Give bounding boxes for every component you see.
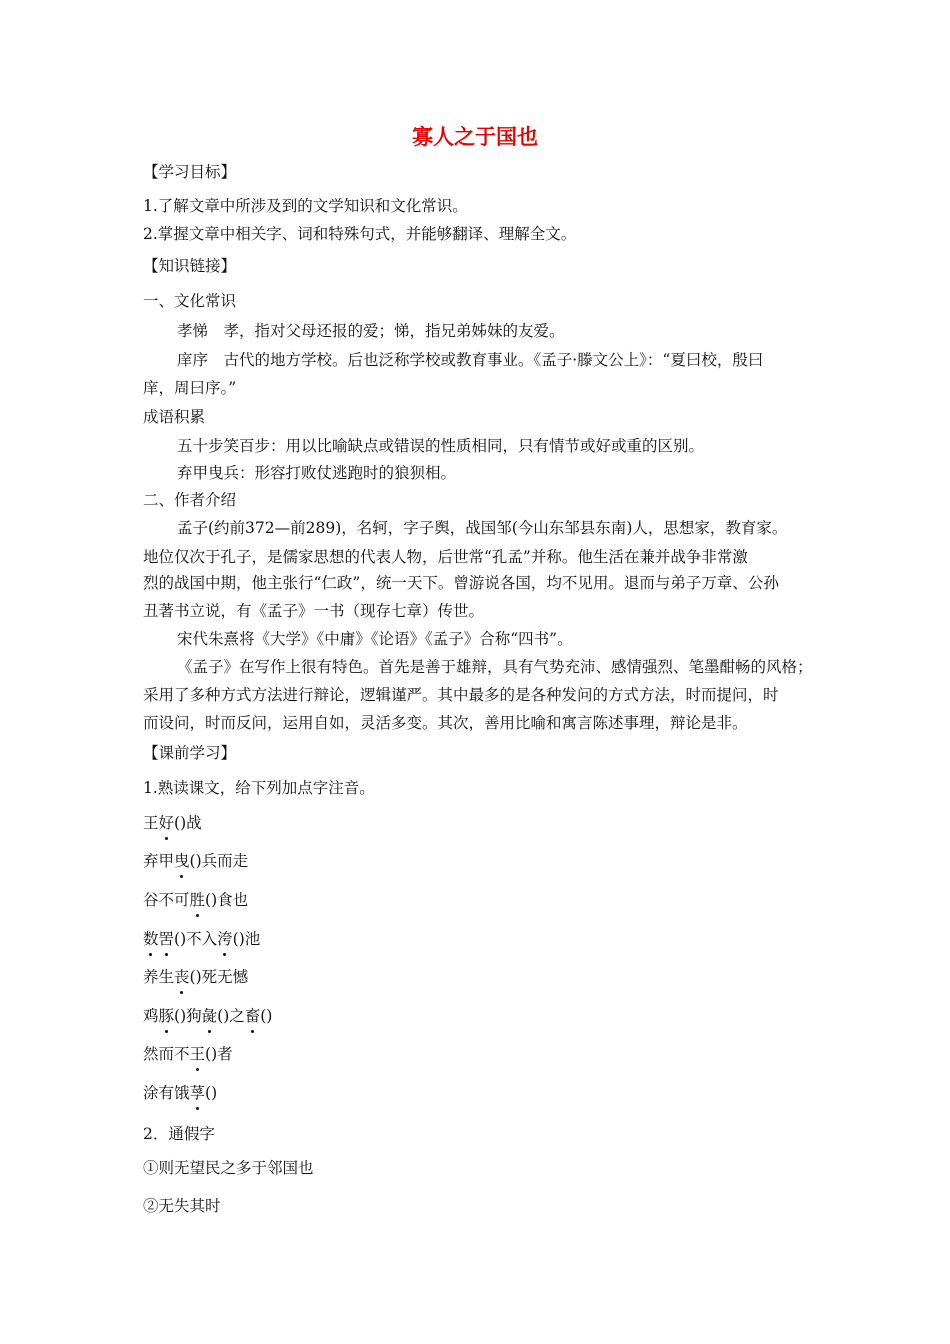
section-heading-knowledge: 【知识链接】: [143, 257, 237, 275]
question: 2．通假字: [143, 1125, 215, 1143]
dotted-char: 丧: [174, 968, 190, 986]
subheading: 成语积累: [143, 408, 206, 426]
phonetic-item: 数罟()不入洿()池: [143, 930, 261, 948]
paragraph-line: 庠，周曰序。”: [143, 379, 237, 397]
paragraph-line: 孝悌 孝，指对父母还报的爱；悌，指兄弟姊妹的友爱。: [177, 322, 565, 340]
dotted-char: 罟: [158, 930, 175, 948]
dotted-char: 莩: [189, 1084, 206, 1102]
dotted-char: 好: [158, 814, 175, 832]
subheading: 一、文化常识: [143, 292, 237, 310]
dotted-char: 数: [143, 930, 159, 948]
dotted-char: 豚: [158, 1007, 175, 1025]
paragraph-line: 烈的战国中期，他主张行“仁政”，统一天下。曾游说各国，均不见用。退而与弟子万章、公孙: [143, 574, 779, 592]
phonetic-item: 谷不可胜()食也: [143, 891, 249, 909]
paragraph-line: 《孟子》在写作上很有特色。首先是善于雄辩，具有气势充沛、感情强烈、笔墨酣畅的风格；: [177, 658, 813, 676]
paragraph-line: 采用了多种方式方法进行辩论，逻辑谨严。其中最多的是各种发问的方式方法，时而提问，时: [143, 686, 779, 704]
phonetic-item: 涂有饿莩(): [143, 1084, 218, 1102]
dotted-char: 畜: [244, 1007, 261, 1025]
tongjia-item: ①则无望民之多于邻国也: [143, 1159, 314, 1177]
phonetic-item: 王好()战: [143, 814, 202, 832]
phonetic-item: 鸡豚()狗彘()之畜(): [143, 1007, 273, 1025]
paragraph-line: 而设问，时而反问，运用自如，灵活多变。其次，善用比喻和寓言陈述事理，辩论是非。: [143, 714, 748, 732]
section-heading-goals: 【学习目标】: [143, 163, 237, 181]
paragraph-line: 庠序 古代的地方学校。后也泛称学校或教育事业。《孟子·滕文公上》：“夏曰校，殷曰: [177, 351, 764, 369]
tongjia-item: ②无失其时: [143, 1197, 221, 1215]
dotted-char: 彘: [201, 1007, 218, 1025]
paragraph-line: 宋代朱熹将《大学》《中庸》《论语》《孟子》合称“四书”。: [177, 630, 573, 648]
idiom-item: 弃甲曳兵：形容打败仗逃跑时的狼狈相。: [177, 464, 457, 482]
dotted-char: 胜: [189, 891, 206, 909]
subheading: 二、作者介绍: [143, 491, 237, 509]
dotted-char: 洿: [217, 930, 233, 948]
paragraph-line: 地位仅次于孔子，是儒家思想的代表人物，后世常“孔孟”并称。他生活在兼并战争非常激: [143, 548, 748, 566]
section-heading-prestudy: 【课前学习】: [143, 744, 237, 762]
dotted-char: 王: [189, 1045, 206, 1063]
idiom-item: 五十步笑百步：用以比喻缺点或错误的性质相同，只有情节或好或重的区别。: [177, 437, 705, 455]
phonetic-item: 弃甲曳()兵而走: [143, 852, 249, 870]
goal-item: 2.掌握文章中相关字、词和特殊句式，并能够翻译、理解全文。: [143, 225, 577, 243]
phonetic-item: 然而不王()者: [143, 1045, 233, 1063]
document-title: 寡人之于国也: [412, 125, 538, 149]
goal-item: 1.了解文章中所涉及到的文学知识和文化常识。: [143, 197, 468, 215]
phonetic-item: 养生丧()死无憾: [143, 968, 249, 986]
paragraph-line: 孟子(约前372—前289)，名轲，字子舆，战国邹(今山东邹县东南)人，思想家，教育家。: [177, 519, 788, 537]
paragraph-line: 丑著书立说，有《孟子》一书（现存七章）传世。: [143, 602, 485, 620]
dotted-char: 曳: [174, 852, 190, 870]
question: 1.熟读课文，给下列加点字注音。: [143, 779, 375, 797]
